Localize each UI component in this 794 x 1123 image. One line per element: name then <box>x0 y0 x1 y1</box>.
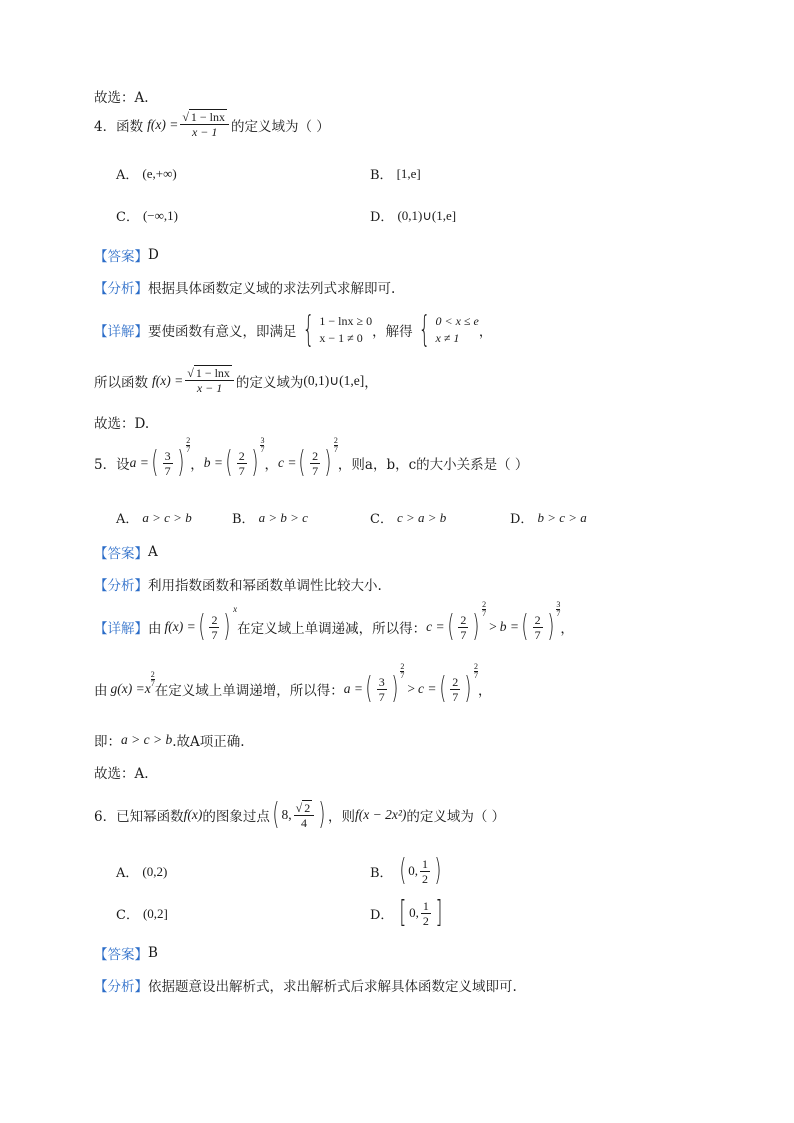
q4-system-2: { 0 < x ≤ e x ≠ 1 <box>418 309 479 350</box>
q5-option-b: B． a > b > c <box>232 509 308 527</box>
q4-option-d: D． (0,1)∪(1,e] <box>370 207 457 225</box>
q6-analysis: 【分析】 依据题意设出解析式，求出解析式后求解具体函数定义域即可. <box>94 979 517 995</box>
q5-option-a: A． a > c > b <box>116 509 192 527</box>
q4-option-c: C． (−∞,1) <box>116 207 178 225</box>
q6-option-c: C． (0,2] <box>116 905 168 923</box>
q4-answer: 【答案】 D <box>94 247 159 265</box>
q5-option-d: D． b > c > a <box>510 509 587 527</box>
q5-option-c: C． c > a > b <box>370 509 447 527</box>
q5-stem: 5． 设 a = ( $\frac{3}{7}$ ) 2 7 ， b = ( $\frac{2}{7}$ ) 3 7 ， c = ( $\frac{2}{7}$ ) 2 7 ，则a，b，c的大小关系是（ ） <box>94 435 529 480</box>
q4-fraction: $\frac{√ 1 - \ln x}{x - 1}$ <box>180 110 229 139</box>
q4-option-b: B． [1,e] <box>370 165 421 183</box>
q4-system-1: { 1 − lnx ≥ 0 x − 1 ≠ 0 <box>302 309 373 350</box>
q4-conclusion: 所以函数 f(x) = $\frac{√ 1 - \ln x}{x - 1}$ 的定义域为 (0,1)∪(1,e] ， <box>94 366 378 395</box>
q4-choose: 故选：D. <box>94 416 150 432</box>
q6-option-d: D． [ 0, $\frac{1}{2}$ ] <box>370 895 443 930</box>
q5-choose: 故选：A. <box>94 766 149 782</box>
q4-detail: 【详解】 要使函数有意义，即满足 { 1 − lnx ≥ 0 x − 1 ≠ 0 ，解得 { 0 < x ≤ e x ≠ 1 ， <box>94 309 493 350</box>
q5-therefore: 即： a > c > b .故A项正确. <box>94 732 245 750</box>
q5-detail-1: 【详解】 由 f(x) = ( $\frac{2}{7}$ ) x 在定义域上单调递减，所以得： c = ( $\frac{2}{7}$ ) 2 7 > b = ( $\frac{2}{7}$ ) 3 7 ， <box>94 599 574 644</box>
q4-option-a: A． (e,+∞) <box>116 165 177 183</box>
q6-option-a: A． (0,2) <box>116 863 168 881</box>
q5-analysis: 【分析】 利用指数函数和幂函数单调性比较大小. <box>94 578 382 594</box>
q5-answer: 【答案】 A <box>94 544 158 562</box>
q4-analysis: 【分析】 根据具体函数定义域的求法列式求解即可. <box>94 281 396 297</box>
q5-detail-2: 由 g(x) = x 2 7 在定义域上单调递增，所以得： a = ( $\frac{3}{7}$ ) 2 7 > c = ( $\frac{2}{7}$ ) 2 7 ， <box>94 661 492 706</box>
q4-stem: 4． 函数 f(x) = $\frac{√ 1 - \ln x}{x - 1}$ 的定义域为（ ） <box>94 110 330 139</box>
q6-answer: 【答案】 B <box>94 945 158 963</box>
q3-choose: 故选：A. <box>94 90 149 106</box>
q6-option-b: B． ( 0, $\frac{1}{2}$ ) <box>370 853 442 888</box>
q6-stem: 6． 已知幂函数 f(x) 的图象过点 ( 8, $\frac{√ 2}{4}$ ) ，则 f(x − 2x²) 的定义域为（ ） <box>94 797 506 832</box>
